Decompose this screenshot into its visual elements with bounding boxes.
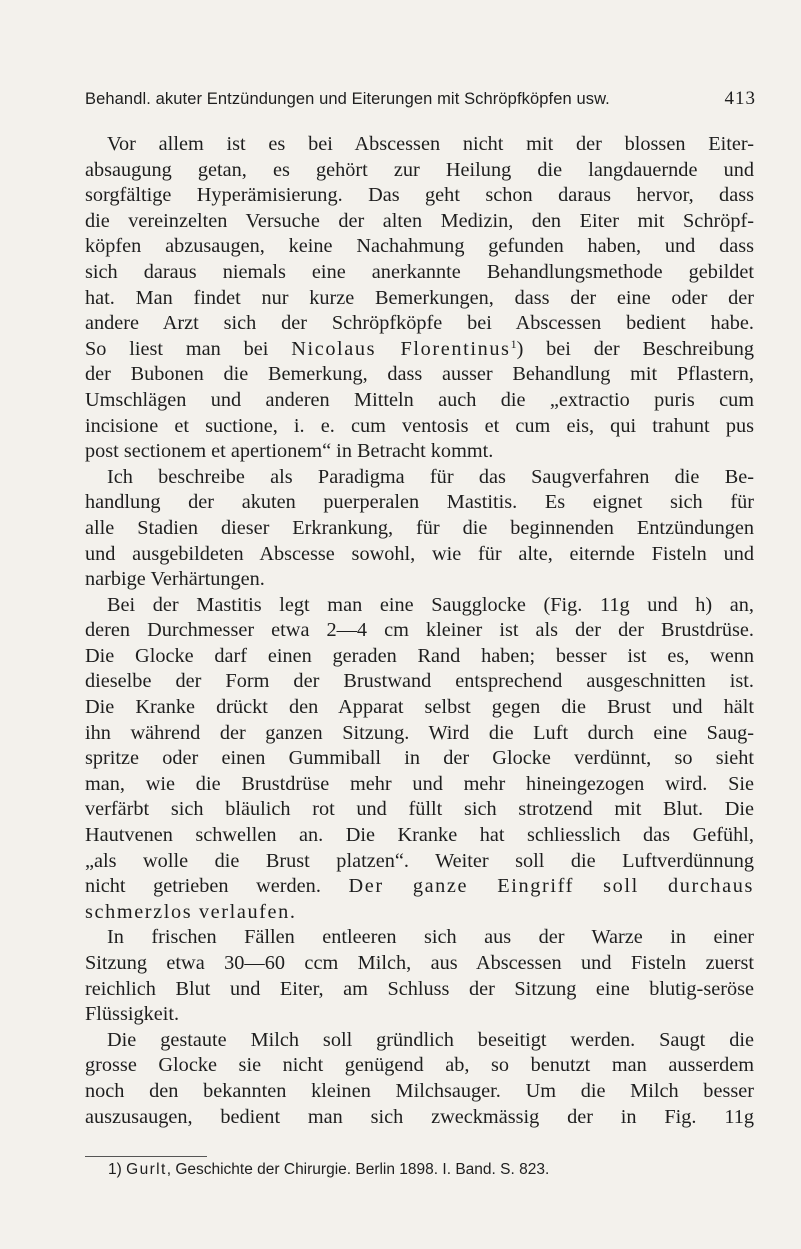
text-line: Hautvenen schwellen an. Die Kranke hat schliesslich das Gefühl, <box>85 824 754 847</box>
text-line: Ich beschreibe als Paradigma für das Saugverfahren die Be- <box>107 465 754 488</box>
paragraph <box>85 1028 754 1130</box>
text-line <box>85 874 754 900</box>
text-line: handlung der akuten puerperalen Mastitis. Es eignet sich für <box>85 491 754 514</box>
spaced-emphasis: Der ganze Eingriff soll durchaus <box>348 875 754 898</box>
text-line: In frischen Fällen entleeren sich aus der Warze in einer <box>107 926 754 949</box>
text-line: hat. Man findet nur kurze Bemerkungen, dass der eine oder der <box>85 286 754 309</box>
footnote-citation: , Geschichte der Chirurgie. Berlin 1898. I. Band. S. 823. <box>166 1161 550 1178</box>
text-line: Umschlägen und anderen Mitteln auch die „extractio puris cum <box>85 388 754 411</box>
text-segment: . <box>289 900 295 923</box>
text-line: verfärbt sich bläulich rot und füllt sich strotzend mit Blut. Die <box>85 798 754 821</box>
text-line: reichlich Blut und Eiter, am Schluss der Sitzung eine blutig-seröse <box>85 977 754 1000</box>
text-line: sorgfältige Hyperämisierung. Das geht schon daraus hervor, dass <box>85 184 754 207</box>
footnote-reference[interactable]: 1 <box>510 336 517 351</box>
main-text <box>85 132 754 1130</box>
text-line: dieselbe der Form der Brustwand entsprechend ausgeschnitten ist. <box>85 670 754 693</box>
footnote <box>108 1161 756 1179</box>
text-line: noch den bekannten kleinen Milchsauger. Um die Milch besser <box>85 1079 754 1102</box>
text-line: Vor allem ist es bei Abscessen nicht mit der blossen Eiter- <box>107 133 754 155</box>
text-line: Flüssigkeit. <box>85 1003 180 1026</box>
footnote-rule <box>85 1156 207 1157</box>
text-line: incisione et suctione, i. e. cum ventosis et cum eis, qui trahunt pus <box>85 414 754 437</box>
text-line: narbige Verhärtungen. <box>85 568 265 591</box>
paragraph <box>85 132 754 465</box>
text-line: Sitzung etwa 30—60 ccm Milch, aus Abscessen und Fisteln zuerst <box>85 952 754 974</box>
footnote-author: Gurlt <box>126 1161 167 1178</box>
paragraph <box>85 593 754 926</box>
running-header <box>85 88 756 110</box>
text-segment: So liest man bei <box>85 337 292 360</box>
running-title: Behandl. akuter Entzündungen und Eiterungen mit Schröpfköpfen usw. <box>85 90 610 108</box>
paragraph <box>85 925 754 1027</box>
text-line: auszusaugen, bedient man sich zweckmässig der in Fig. 11g <box>85 1105 754 1128</box>
text-line: andere Arzt sich der Schröpfköpfe bei Abscessen bedient habe. <box>85 312 754 335</box>
text-line <box>85 900 754 926</box>
text-line: deren Durchmesser etwa 2—4 cm kleiner ist als der der Brustdrüse. <box>85 619 754 642</box>
text-line: sich daraus niemals eine anerkannte Behandlungsmethode gebildet <box>85 260 754 283</box>
text-line: Bei der Mastitis legt man eine Saugglocke (Fig. 11g und h) an, <box>107 593 754 616</box>
text-line: absaugung getan, es gehört zur Heilung die langdauernde und <box>85 158 754 181</box>
text-line: die vereinzelten Versuche der alten Medizin, den Eiter mit Schröpf- <box>85 209 754 232</box>
text-line <box>85 337 754 363</box>
text-line: grosse Glocke sie nicht genügend ab, so benutzt man ausserdem <box>85 1054 754 1077</box>
text-line: man, wie die Brustdrüse mehr und mehr hineingezogen wird. Sie <box>85 772 754 795</box>
text-line: alle Stadien dieser Erkrankung, für die beginnenden Entzündungen <box>85 516 754 539</box>
text-line: und ausgebildeten Abscesse sowohl, wie für alte, eiternde Fisteln und <box>85 542 754 565</box>
text-line: „als wolle die Brust platzen“. Weiter soll die Luftverdünnung <box>85 849 754 872</box>
text-line: Die Kranke drückt den Apparat selbst gegen die Brust und hält <box>85 696 754 719</box>
page-number: 413 <box>724 88 756 109</box>
text-line: Die Glocke darf einen geraden Rand haben; besser ist es, wenn <box>85 644 754 667</box>
footnote-marker: 1) <box>108 1161 122 1178</box>
text-line: köpfen abzusaugen, keine Nachahmung gefunden haben, und dass <box>85 235 754 258</box>
text-segment: ) bei der Beschreibung <box>516 337 754 360</box>
text-line: ihn während der ganzen Sitzung. Wird die Luft durch eine Saug- <box>85 721 754 744</box>
text-line: post sectionem et apertionem“ in Betracht kommt. <box>85 440 494 463</box>
text-line: der Bubonen die Bemerkung, dass ausser Behandlung mit Pflastern, <box>85 363 754 386</box>
paragraph <box>85 465 754 593</box>
text-segment: nicht getrieben werden. <box>85 875 349 898</box>
spaced-emphasis: schmerzlos verlaufen <box>85 900 290 923</box>
text-line: Die gestaute Milch soll gründlich beseitigt werden. Saugt die <box>107 1028 754 1051</box>
spaced-emphasis: Nicolaus Florentinus <box>291 337 511 360</box>
text-line: spritze oder einen Gummiball in der Glocke verdünnt, so sieht <box>85 747 754 770</box>
